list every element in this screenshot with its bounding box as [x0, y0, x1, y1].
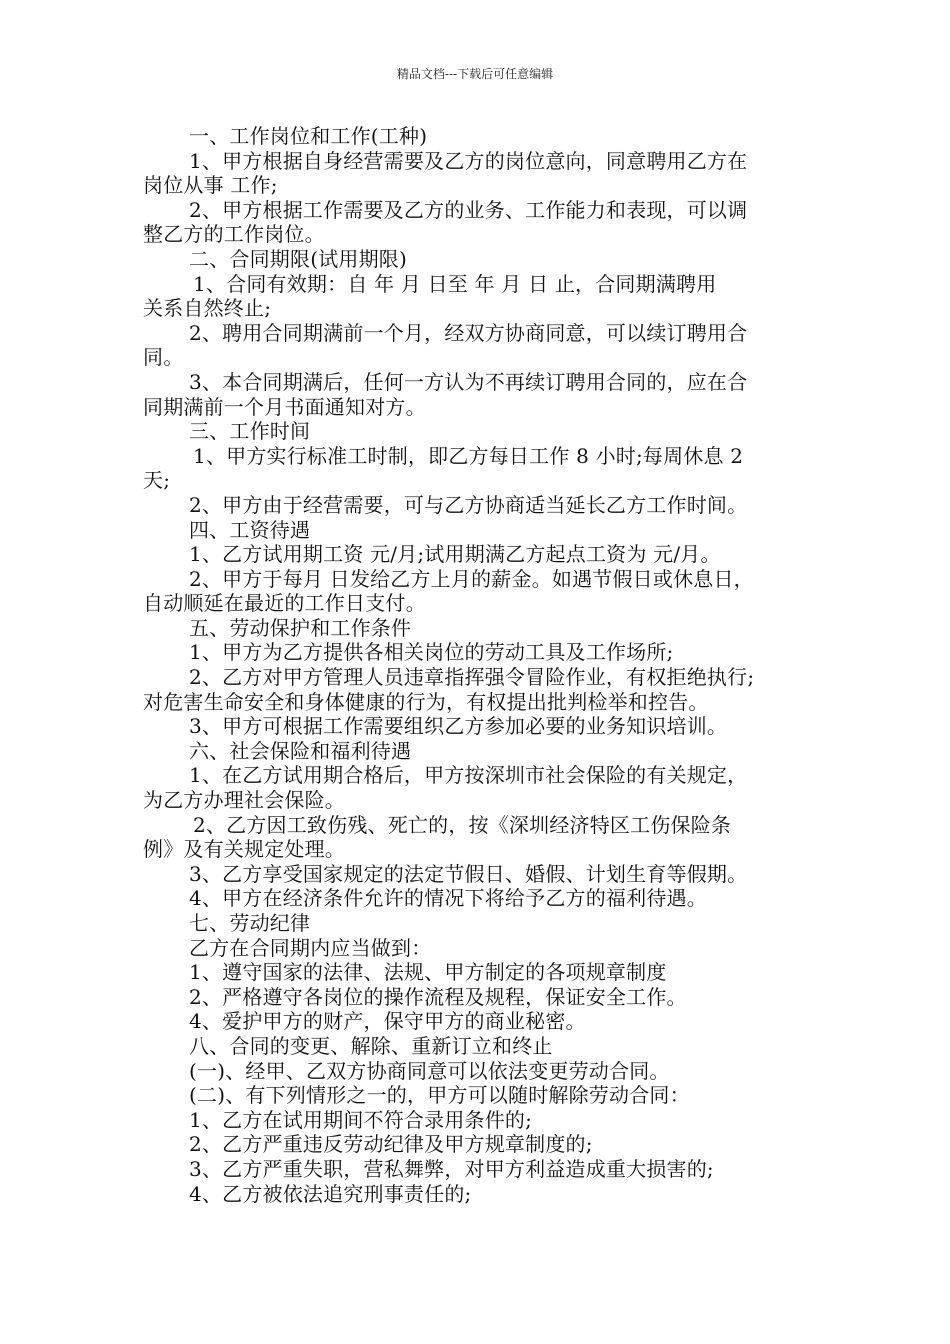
section-heading: 一、工作岗位和工作(工种) — [189, 124, 428, 148]
section-heading: 二、合同期限(试用期限) — [189, 246, 408, 271]
document-body — [143, 124, 823, 1206]
paragraph-line: 2、聘用合同期满前一个月，经双方协商同意，可以续订聘用合 — [189, 320, 748, 345]
section-heading: 五、劳动保护和工作条件 — [189, 615, 412, 640]
paragraph-line: 4、甲方在经济条件允许的情况下将给予乙方的福利待遇。 — [189, 886, 707, 911]
paragraph-line: 岗位从事 工作; — [143, 173, 278, 198]
paragraph-line: 3、乙方严重失职，营私舞弊，对甲方利益造成重大损害的; — [189, 1156, 714, 1181]
paragraph-line: 2、甲方于每月 日发给乙方上月的薪金。如遇节假日或休息日， — [189, 566, 754, 591]
paragraph-line: 对危害生命安全和身体健康的行为，有权提出批判检举和控告。 — [143, 689, 709, 714]
paragraph-line: 自动顺延在最近的工作日支付。 — [143, 591, 426, 616]
section-heading: 七、劳动纪律 — [189, 911, 311, 935]
paragraph-line: 2、严格遵守各岗位的操作流程及规程，保证安全工作。 — [189, 984, 687, 1009]
paragraph-line: 关系自然终止; — [143, 296, 272, 321]
paragraph-line: 例》及有关规定处理。 — [143, 837, 345, 862]
paragraph-line: 1、甲方根据自身经营需要及乙方的岗位意向，同意聘用乙方在 — [189, 148, 748, 173]
paragraph-line: 为乙方办理社会保险。 — [143, 788, 345, 813]
paragraph-line: 4、乙方被依法追究刑事责任的; — [189, 1181, 472, 1206]
page-header: 精品文档---下载后可任意编辑 — [396, 67, 554, 81]
section-heading: 四、工资待遇 — [189, 517, 311, 542]
section-heading: 三、工作时间 — [189, 419, 311, 444]
paragraph-line: 3、本合同期满后，任何一方认为不再续订聘用合同的，应在合 — [189, 369, 748, 394]
paragraph-line: 3、乙方享受国家规定的法定节假日、婚假、计划生育等假期。 — [189, 861, 748, 886]
paragraph-line: 2、甲方根据工作需要及乙方的业务、工作能力和表现，可以调 — [189, 197, 748, 222]
paragraph-line: 1、合同有效期：自 年 月 日至 年 月 日 止，合同期满聘用 — [193, 271, 717, 296]
paragraph-line: 1、在乙方试用期合格后，甲方按深圳市社会保险的有关规定， — [189, 763, 748, 788]
paragraph-line: 1、乙方在试用期间不符合录用条件的; — [189, 1107, 533, 1132]
paragraph-line: 天; — [143, 468, 171, 493]
paragraph-line: 整乙方的工作岗位。 — [143, 222, 325, 247]
paragraph-line: 同期满前一个月书面通知对方。 — [143, 394, 426, 419]
paragraph-line: 1、遵守国家的法律、法规、甲方制定的各项规章制度 — [189, 960, 667, 985]
paragraph-line: 同。 — [143, 345, 184, 370]
section-heading: 六、社会保险和福利待遇 — [189, 738, 412, 763]
paragraph-line: 1、甲方为乙方提供各相关岗位的劳动工具及工作场所; — [189, 640, 674, 665]
paragraph-line: 2、乙方因工致伤残、死亡的，按《深圳经济特区工伤保险条 — [193, 812, 732, 837]
paragraph-line: 4、爱护甲方的财产，保守甲方的商业秘密。 — [189, 1009, 586, 1034]
paragraph-line: 1、甲方实行标准工时制，即乙方每日工作 8 小时;每周休息 2 — [193, 443, 744, 468]
paragraph-line: 2、甲方由于经营需要，可与乙方协商适当延长乙方工作时间。 — [189, 492, 748, 517]
paragraph-line: (一)、经甲、乙双方协商同意可以依法变更劳动合同。 — [189, 1058, 670, 1083]
paragraph-line: (二)、有下列情形之一的，甲方可以随时解除劳动合同： — [189, 1083, 690, 1108]
paragraph-line: 2、乙方对甲方管理人员违章指挥强令冒险作业，有权拒绝执行; — [189, 665, 755, 690]
paragraph-line: 1、乙方试用期工资 元/月;试用期满乙方起点工资为 元/月。 — [189, 542, 721, 567]
section-heading: 八、合同的变更、解除、重新订立和终止 — [189, 1033, 553, 1058]
paragraph-line: 2、乙方严重违反劳动纪律及甲方规章制度的; — [189, 1132, 593, 1157]
paragraph-line: 3、甲方可根据工作需要组织乙方参加必要的业务知识培训。 — [189, 714, 728, 739]
paragraph-line: 乙方在合同期内应当做到： — [189, 935, 432, 960]
